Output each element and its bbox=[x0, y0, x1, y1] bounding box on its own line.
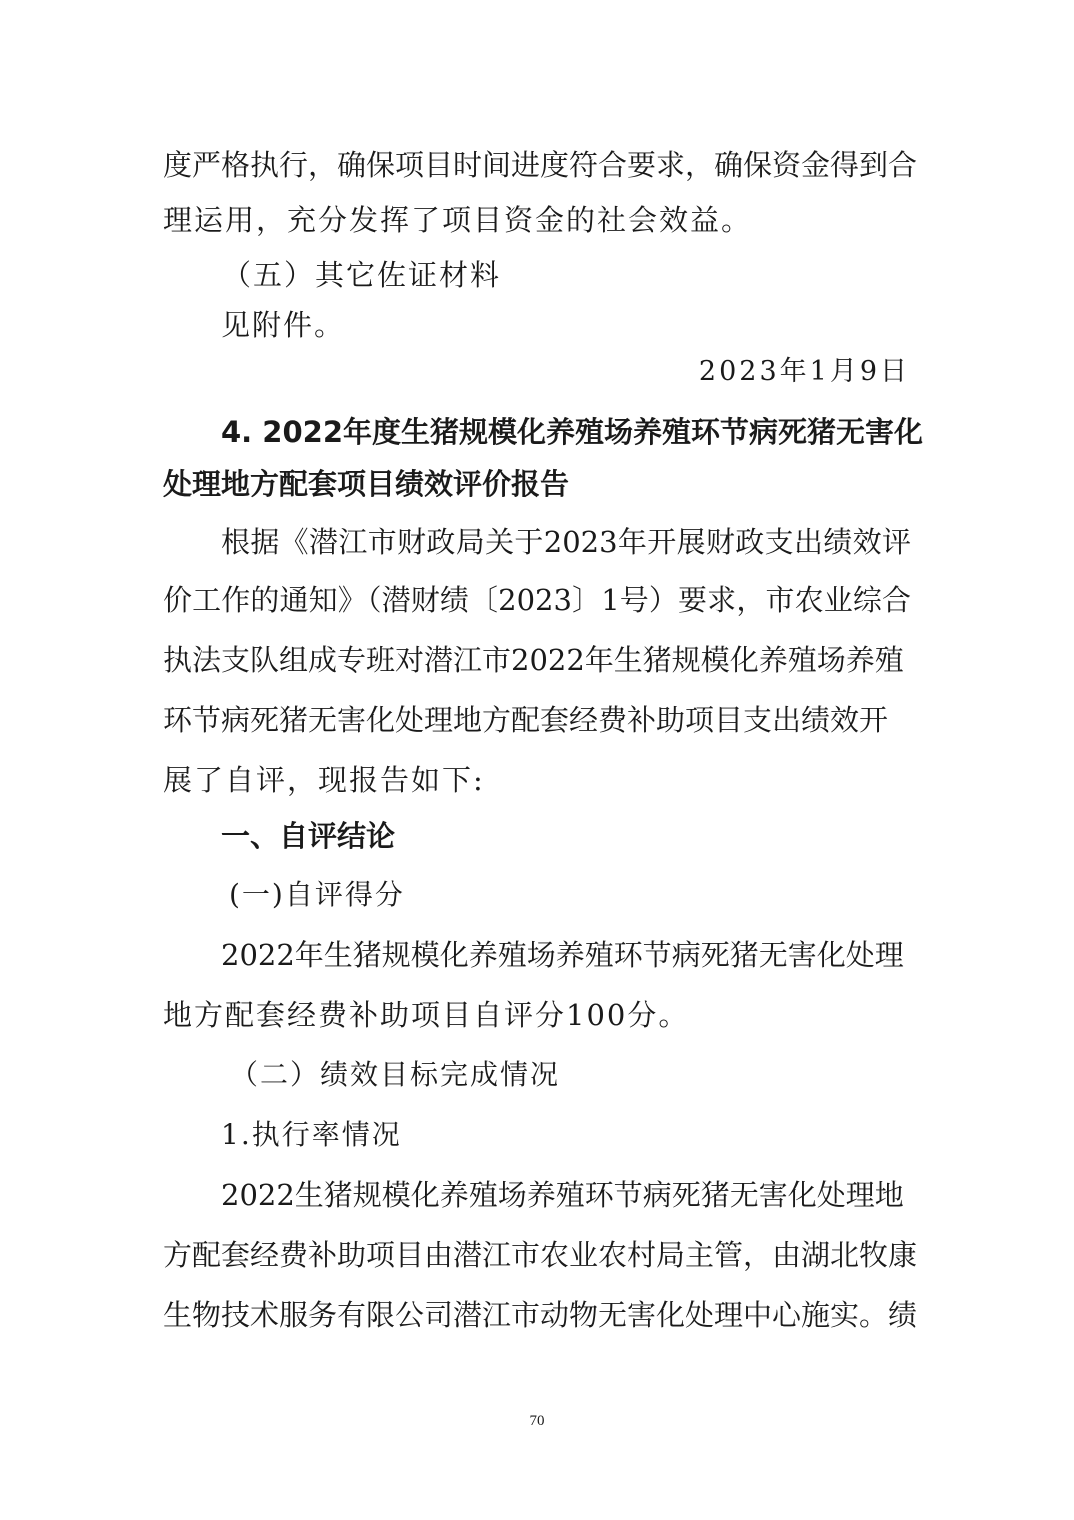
section-heading-five: （五）其它佐证材料 bbox=[222, 258, 502, 292]
paragraph-line: 环节病死猪无害化处理地方配套经费补助项目支出绩效开 bbox=[163, 703, 889, 737]
list-item: 1.执行率情况 bbox=[221, 1118, 402, 1151]
paragraph-line: 价工作的通知》（潜财绩〔2023〕1号）要求，市农业综合 bbox=[163, 583, 911, 617]
subsection-heading: （二）绩效目标完成情况 bbox=[230, 1058, 561, 1091]
paragraph-line: 生物技术服务有限公司潜江市动物无害化处理中心施实。绩 bbox=[163, 1298, 918, 1332]
paragraph-line: 地方配套经费补助项目自评分100分。 bbox=[163, 998, 690, 1032]
page-number: 70 bbox=[529, 1413, 545, 1429]
paragraph-line: 展了自评，现报告如下: bbox=[163, 763, 485, 797]
paragraph-line: 理运用，充分发挥了项目资金的社会效益。 bbox=[163, 203, 753, 237]
paragraph-line: 见附件。 bbox=[221, 308, 346, 342]
paragraph-line: 2022年生猪规模化养殖场养殖环节病死猪无害化处理 bbox=[221, 938, 904, 972]
paragraph-line: 方配套经费补助项目由潜江市农业农村局主管，由湖北牧康 bbox=[163, 1238, 918, 1272]
paragraph-line: 根据《潜江市财政局关于2023年开展财政支出绩效评 bbox=[221, 525, 911, 559]
document-date: 2023年1月9日 bbox=[698, 356, 910, 387]
subsection-heading: (一)自评得分 bbox=[229, 878, 405, 911]
section-heading-one: 一、自评结论 bbox=[221, 819, 396, 853]
paragraph-line: 2022生猪规模化养殖场养殖环节病死猪无害化处理地 bbox=[221, 1178, 904, 1212]
report-title-line: 4. 2022年度生猪规模化养殖场养殖环节病死猪无害化 bbox=[221, 415, 924, 449]
report-title-line: 处理地方配套项目绩效评价报告 bbox=[163, 467, 570, 501]
paragraph-line: 度严格执行，确保项目时间进度符合要求，确保资金得到合 bbox=[163, 148, 918, 182]
paragraph-line: 执法支队组成专班对潜江市2022年生猪规模化养殖场养殖 bbox=[163, 643, 904, 677]
